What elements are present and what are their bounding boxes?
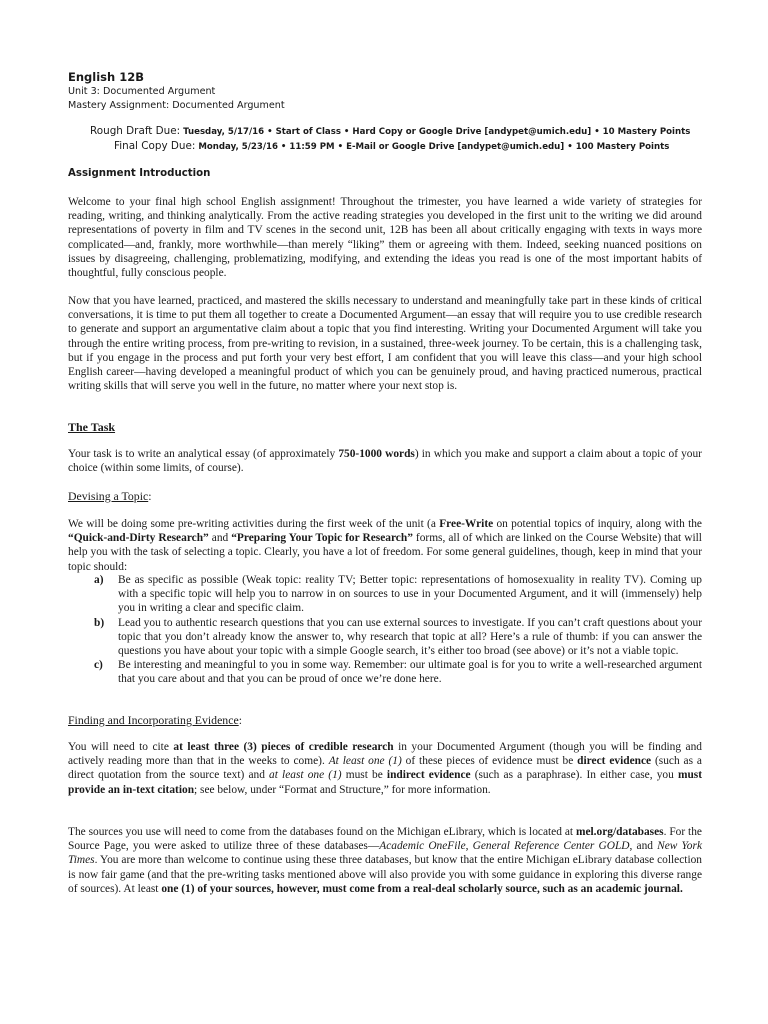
list-item-text: Be as specific as possible (Weak topic: reality TV; Better topic: representations of homosexuality in reality TV). Coming up with a specific topic will help you to narrow in on sources to use in your Documented Argument, and it will (immensely) help you in writing a clear and specific claim. bbox=[118, 574, 702, 615]
evidence-text: , and bbox=[629, 840, 658, 853]
task-heading: The Task bbox=[68, 420, 116, 434]
topic-heading-text: Devising a Topic bbox=[68, 489, 149, 503]
heading-colon: : bbox=[238, 713, 242, 727]
topic-paragraph bbox=[68, 517, 702, 574]
evidence-emphasis: one (1) of your sources, however, must come from a real-deal scholarly source, such as an academic journal. bbox=[161, 882, 683, 895]
list-item bbox=[68, 616, 702, 659]
task-paragraph bbox=[68, 447, 702, 475]
evidence-text: must be bbox=[341, 769, 387, 782]
free-write-term: Free-Write bbox=[439, 518, 494, 530]
evidence-heading bbox=[68, 713, 242, 728]
unit-title: Unit 3: Documented Argument bbox=[68, 86, 216, 97]
topic-heading bbox=[68, 489, 152, 504]
topic-text: We will be doing some pre-writing activities during the first week of the unit (a bbox=[68, 518, 440, 530]
evidence-emphasis: at least three (3) pieces of credible research bbox=[173, 741, 394, 753]
quick-research-term: “Quick-and-Dirty Research” bbox=[68, 532, 209, 545]
list-item bbox=[68, 573, 702, 616]
task-text: ) in which you make and support a claim about a topic of your choice (within some limits, of course). bbox=[68, 448, 702, 475]
heading-colon: : bbox=[148, 489, 152, 503]
evidence-text: . You are more than welcome to continue using these three databases, but know that the entire Michigan eLibrary database collection is now fair game (and that the pre-writing tasks mentioned above will also provide you with some guidance in exploring this diverse range of sources). At least bbox=[68, 854, 702, 895]
evidence-text: (such as a direct quotation from the source text) and bbox=[68, 755, 702, 782]
rough-draft-label: Rough Draft Due: bbox=[90, 125, 181, 137]
preparing-topic-term: “Preparing Your Topic for Research” bbox=[231, 532, 413, 545]
topic-text: forms, all of which are linked on the Course Website) that will help you with the task of selecting a topic. Clearly, you have a lot of freedom. For some general guidelines, though, keep in mind that your topic should: bbox=[68, 532, 702, 573]
list-item-text: Be interesting and meaningful to you in some way. Remember: our ultimate goal is for you to write a well-researched argument that you care about and that you can be proud of once we’re done here. bbox=[118, 659, 702, 686]
list-item-text: Lead you to authentic research questions that you can use external sources to investigate. If you can’t craft questions about your topic that you don’t already know the answer to, why research that topic at all? Here’s a rule of thumb: if you can answer the questions you have about your topic with a simple Google search, it’s either too broad (see above) or it’s not a viable topic. bbox=[118, 616, 702, 658]
evidence-emphasis: indirect evidence bbox=[386, 769, 471, 782]
final-copy-details: Monday, 5/23/16 • 11:59 PM • E-Mail or Google Drive [andypet@umich.edu] • 100 Mastery Points bbox=[198, 142, 670, 152]
course-title: English 12B bbox=[68, 70, 144, 84]
evidence-text: in your Documented Argument (though you will be finding and actively reading more than that in the weeks to come). bbox=[68, 741, 702, 768]
evidence-italic: at least one (1) bbox=[269, 769, 342, 782]
list-marker: b) bbox=[94, 616, 105, 629]
evidence-italic: At least one (1) bbox=[328, 755, 402, 768]
topic-text: on potential topics of inquiry, along with the bbox=[493, 518, 702, 530]
evidence-text: ; see below, under “Format and Structure,” for more information. bbox=[194, 783, 491, 796]
final-copy-label: Final Copy Due: bbox=[114, 140, 196, 152]
evidence-text: . For the Source Page, you were asked to utilize three of these databases— bbox=[68, 826, 702, 853]
evidence-paragraph-2 bbox=[68, 825, 702, 896]
list-item bbox=[68, 658, 702, 686]
database-name: Academic OneFile bbox=[379, 840, 466, 853]
topic-text: and bbox=[208, 532, 232, 545]
word-count: 750-1000 words bbox=[338, 448, 415, 460]
list-marker: a) bbox=[94, 574, 104, 586]
rough-draft-due bbox=[90, 125, 690, 137]
evidence-text: You will need to cite bbox=[68, 741, 174, 753]
list-marker: c) bbox=[94, 659, 103, 672]
database-name: New York Times bbox=[68, 840, 702, 867]
intro-paragraph-1: Welcome to your final high school English assignment! Throughout the trimester, you have learned a wide variety of strategies for reading, writing, and thinking analytically. From the active reading strategies you developed in the first unit to the writing we did around representations of poverty in film and TV scenes in the second unit, 12B has been all about critically engaging with texts in ways more complicated—and, frankly, more worthwhile—than merely “liking” them or agreeing with them. Indeed, seeking nuanced positions on issues by disagreeing, challenging, problematizing, modifying, and extending the ideas you read is one of the most important habits of thoughtful, fully conscious people. bbox=[68, 196, 702, 280]
rough-draft-details: Tuesday, 5/17/16 • Start of Class • Hard Copy or Google Drive [andypet@umich.edu] • 10 Mastery Points bbox=[183, 127, 691, 137]
evidence-paragraph-1 bbox=[68, 740, 702, 797]
task-text: Your task is to write an analytical essay (of approximately bbox=[68, 448, 339, 460]
evidence-text: of these pieces of evidence must be bbox=[401, 755, 578, 768]
topic-guidelines-list bbox=[68, 573, 702, 687]
intro-heading: Assignment Introduction bbox=[68, 168, 211, 179]
final-copy-due bbox=[114, 140, 669, 152]
evidence-text: , bbox=[465, 840, 473, 853]
database-url: mel.org/databases bbox=[575, 826, 664, 838]
evidence-emphasis: must provide an in-text citation bbox=[68, 769, 703, 796]
evidence-heading-text: Finding and Incorporating Evidence bbox=[68, 713, 239, 727]
evidence-text: The sources you use will need to come from the databases found on the Michigan eLibrary, which is located at bbox=[68, 826, 576, 838]
assignment-title: Mastery Assignment: Documented Argument bbox=[68, 100, 285, 111]
evidence-text: (such as a paraphrase). In either case, you bbox=[470, 769, 678, 782]
evidence-emphasis: direct evidence bbox=[577, 755, 652, 768]
database-name: General Reference Center GOLD bbox=[472, 840, 630, 853]
intro-paragraph-2: Now that you have learned, practiced, and mastered the skills necessary to understand and meaningfully take part in these kinds of critical conversations, it is time to put them all together to create a Documented Argument—an essay that will require you to use credible research to generate and support an argumentative claim about a topic that you find interesting. Writing your Documented Argument will take you through the entire writing process, from pre-writing to revision, in a sustained, three-week journey. To be certain, this is a challenging task, but if you engage in the process and put forth your very best effort, I am confident that you will leave this class—and your high school English career—having developed a meaningful product of which you can be genuinely proud, and having practiced numerous, practical writing skills that will serve you well in the future, no matter where your next stop is. bbox=[68, 295, 702, 393]
